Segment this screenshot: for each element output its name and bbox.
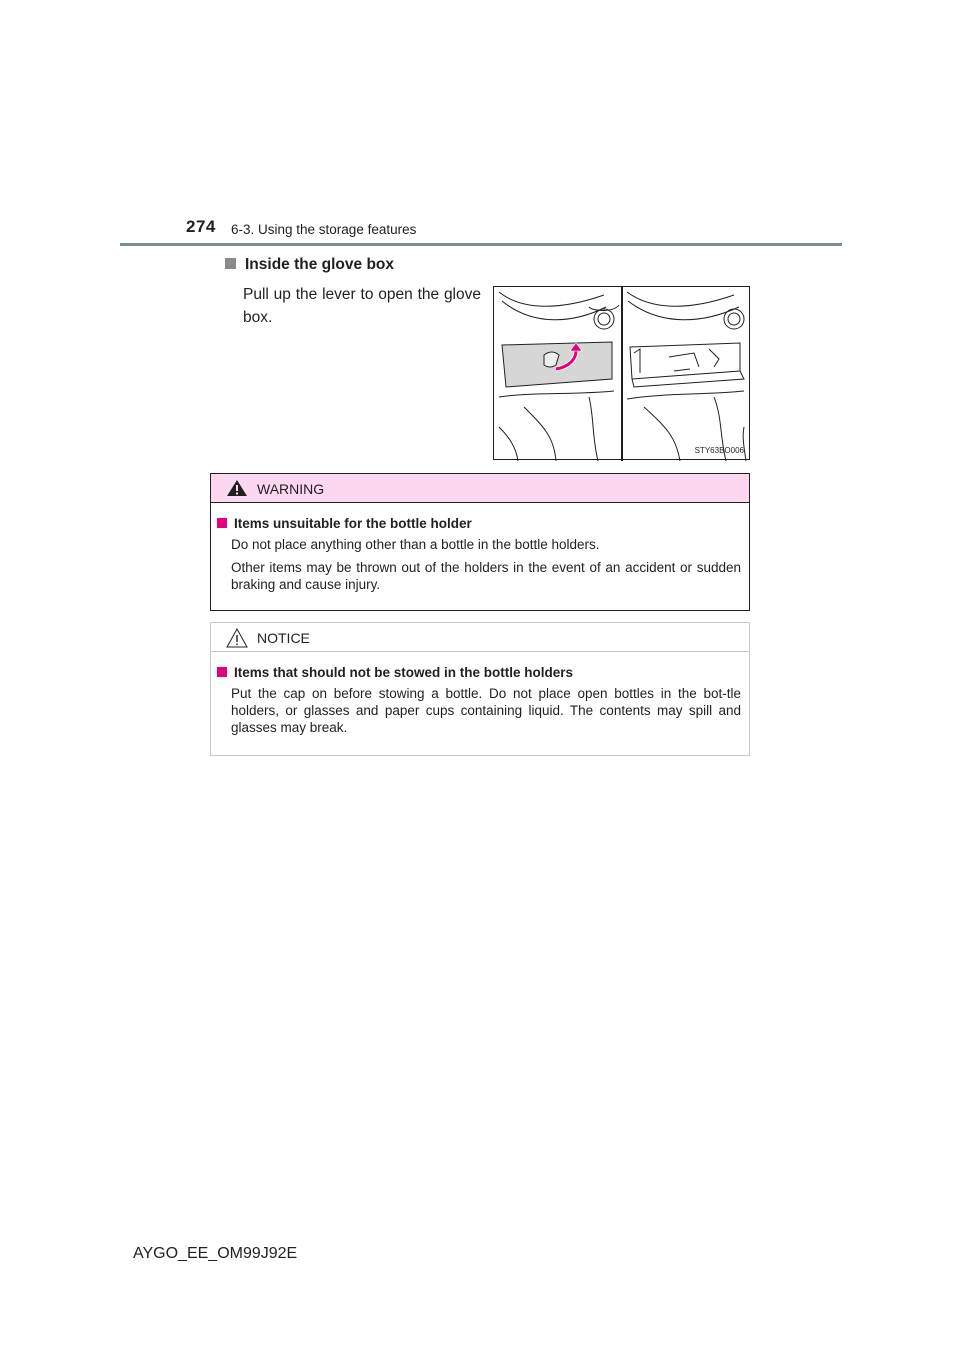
document-code: AYGO_EE_OM99J92E [133,1245,298,1262]
notice-triangle-icon [226,628,248,648]
subheading-text: Inside the glove box [245,256,394,273]
warning-item-title [217,516,472,531]
glove-box-illustration [493,286,750,460]
subheading [225,256,394,274]
intro-text: Pull up the lever to open the glove box. [243,286,481,326]
square-bullet-icon [225,258,236,269]
warning-triangle-icon [226,479,248,497]
notice-item-title [217,665,573,680]
warning-box [210,473,750,611]
notice-box [210,622,750,756]
figure-code: STY63BO006 [694,446,744,455]
header-rule [120,243,842,246]
warning-paragraph-1: Do not place anything other than a bottle in the bottle holders. [231,537,600,552]
square-bullet-icon [217,667,227,677]
section-title: 6-3. Using the storage features [231,222,417,237]
warning-item-title-text: Items unsuitable for the bottle holder [234,516,472,531]
page-number: 274 [186,217,216,236]
notice-paragraph-1: Put the cap on before stowing a bottle. Do not place open bottles in the bot-tle holders, or glasses and paper cups containing liquid. The contents may spill and glasses may break. [231,686,741,735]
warning-label: WARNING [257,481,325,497]
notice-item-title-text: Items that should not be stowed in the bottle holders [234,665,574,680]
notice-label: NOTICE [257,630,310,646]
warning-header [211,474,749,503]
notice-header [211,623,749,652]
square-bullet-icon [217,518,227,528]
warning-paragraph-2: Other items may be thrown out of the holders in the event of an accident or sudden braking and cause injury. [231,560,741,592]
